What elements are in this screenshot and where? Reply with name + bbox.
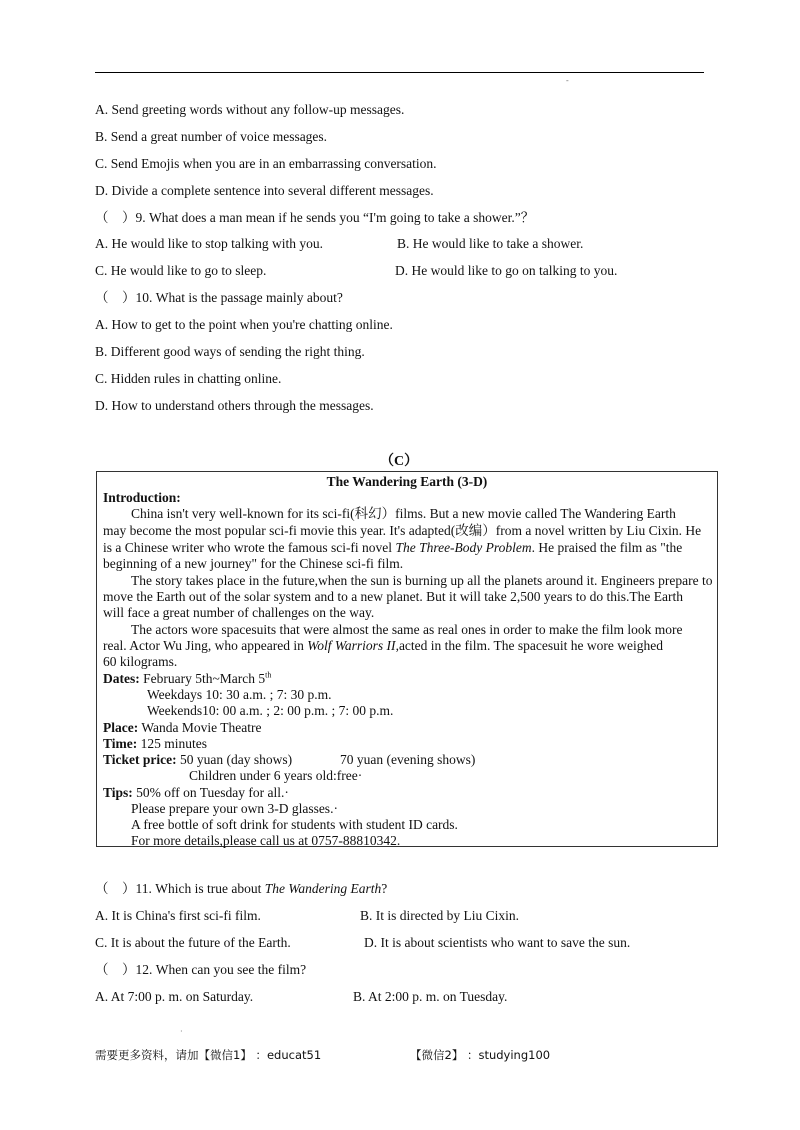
dates-row: Dates: February 5th~March 5th (103, 670, 272, 686)
weekdays-times: Weekdays 10: 30 a.m. ; 7: 30 p.m. (147, 687, 332, 702)
header-rule (95, 72, 704, 73)
children-price: Children under 6 years old:free· (189, 768, 363, 783)
q8-option-d: D. Divide a complete sentence into several different messages. (95, 183, 434, 198)
footer-left: 需要更多资料，请加【微信1】 ：educat51 (95, 1048, 322, 1062)
q10-option-c: C. Hidden rules in chatting online. (95, 371, 282, 386)
p1-line4: beginning of a new journey" for the Chinese sci-fi film. (103, 556, 404, 571)
tip-contact: For more details,please call us at 0757-88810342. (131, 833, 401, 848)
q11-option-a: A. It is China's first sci-fi film. (95, 908, 261, 923)
q9-option-d: D. He would like to go on talking to you. (395, 263, 618, 278)
q10-option-d: D. How to understand others through the messages. (95, 398, 374, 413)
place-row: Place: Wanda Movie Theatre (103, 720, 262, 735)
weekends-times: Weekends10: 00 a.m. ; 2: 00 p.m. ; 7: 00 p.m. (147, 703, 394, 718)
q9-option-a: A. He would like to stop talking with you. (95, 236, 323, 251)
decorative-dot: - (566, 76, 569, 85)
passage-box (96, 471, 718, 847)
tip-glasses: Please prepare your own 3-D glasses.· (131, 801, 338, 816)
section-label: （C） (380, 454, 419, 469)
p2-line2: move the Earth out of the solar system and to a new planet. But it will take 2,500 years to do this.The Earth (103, 589, 683, 604)
q8-option-b: B. Send a great number of voice messages. (95, 129, 328, 144)
q12-stem: （ ）12. When can you see the film? (95, 962, 307, 977)
ticket-price-row: Ticket price: 50 yuan (day shows) (103, 752, 293, 767)
p1-line3: is a Chinese writer who wrote the famous sci-fi novel The Three-Body Problem. He praised the film as "the (103, 540, 683, 555)
q9-stem: （ ）9. What does a man mean if he sends you “I'm going to take a shower.”？ (95, 210, 535, 225)
evening-price: 70 yuan (evening shows) (340, 752, 476, 767)
tip-drink: A free bottle of soft drink for students with student ID cards. (131, 817, 458, 832)
intro-label: Introduction: (103, 490, 181, 505)
q8-option-a: A. Send greeting words without any follow-up messages. (95, 102, 405, 117)
q11-option-d: D. It is about scientists who want to save the sun. (364, 935, 631, 950)
p3-line1: The actors wore spacesuits that were almost the same as real ones in order to make the film look more (131, 622, 683, 637)
q11-option-b: B. It is directed by Liu Cixin. (360, 908, 519, 923)
film-title: Wolf Warriors II (307, 638, 396, 653)
q8-option-c: C. Send Emojis when you are in an embarrassing conversation. (95, 156, 437, 171)
passage-title: The Wandering Earth (3-D) (326, 474, 488, 489)
novel-title: The Three-Body Problem (395, 540, 532, 555)
p3-line3: 60 kilograms. (103, 654, 178, 669)
q12-option-b: B. At 2:00 p. m. on Tuesday. (353, 989, 508, 1004)
footer-right: 【微信2】 ：studying100 (410, 1048, 551, 1062)
p2-line1: The story takes place in the future,when the sun is burning up all the planets around it. Engineers prepare to (131, 573, 713, 588)
q10-stem: （ ）10. What is the passage mainly about? (95, 290, 343, 305)
p1-line1: China isn't very well-known for its sci-fi(科幻）films. But a new movie called The Wandering Earth (131, 506, 676, 521)
p1-line2: may become the most popular sci-fi movie this year. It's adapted(改编）from a novel written by Liu Cixin. He (103, 523, 702, 538)
tips-row: Tips: 50% off on Tuesday for all.· (103, 785, 289, 800)
q10-option-b: B. Different good ways of sending the right thing. (95, 344, 365, 359)
q11-option-c: C. It is about the future of the Earth. (95, 935, 291, 950)
q12-option-a: A. At 7:00 p. m. on Saturday. (95, 989, 254, 1004)
q9-option-c: C. He would like to go to sleep. (95, 263, 267, 278)
time-row: Time: 125 minutes (103, 736, 207, 751)
q9-option-b: B. He would like to take a shower. (397, 236, 584, 251)
p3-line2: real. Actor Wu Jing, who appeared in Wolf Warriors II,acted in the film. The spacesuit he wore weighed (103, 638, 663, 653)
q10-option-a: A. How to get to the point when you're chatting online. (95, 317, 393, 332)
p2-line3: will face a great number of challenges on the way. (103, 605, 375, 620)
q11-stem: （ ）11. Which is true about The Wandering Earth? (95, 881, 388, 896)
decorative-dot-2: · (180, 1027, 183, 1036)
